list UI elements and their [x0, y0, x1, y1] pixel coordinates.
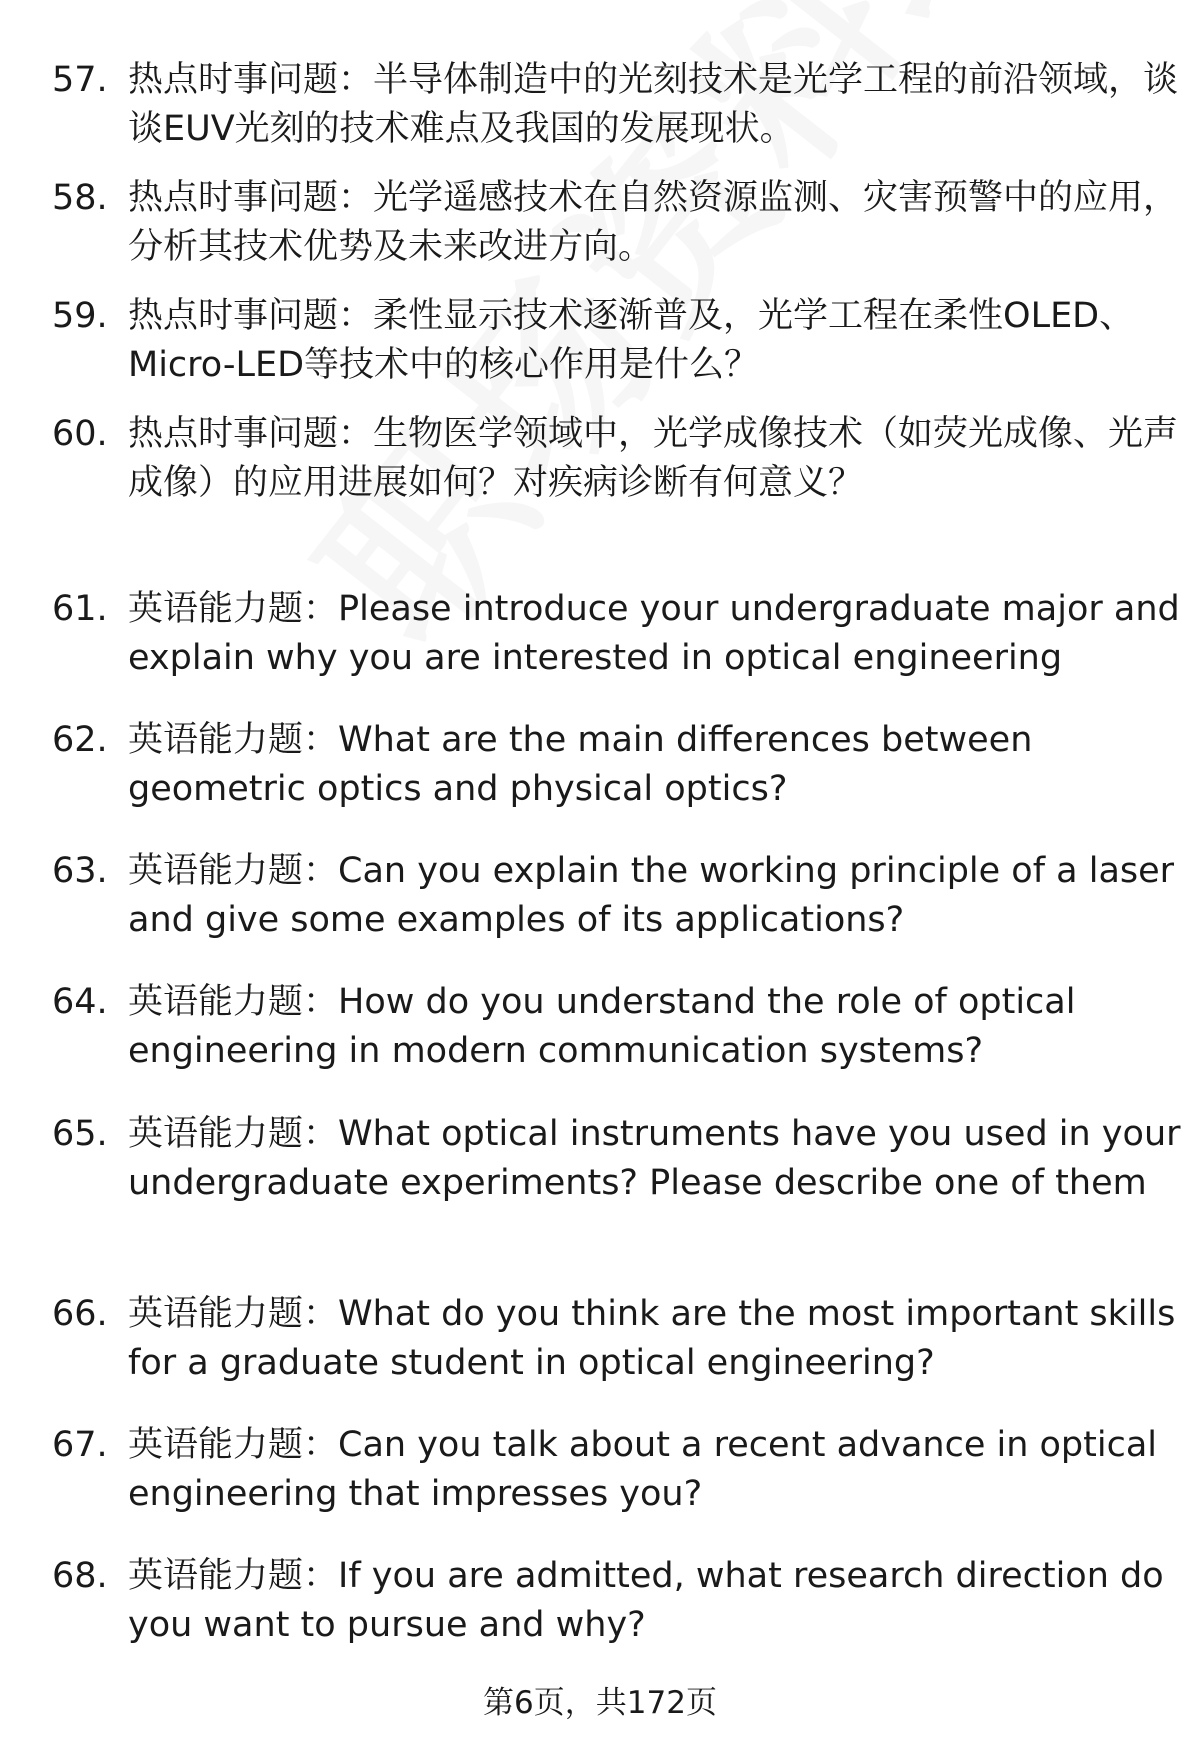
question-text: 光学遥感技术在自然资源监测、灾害预警中的应用，分析其技术优势及未来改进方向。 — [128, 178, 1179, 267]
question-number: 65. — [52, 1114, 108, 1154]
question-number: 61. — [52, 589, 108, 629]
question-number: 64. — [52, 982, 108, 1022]
question-body — [128, 1421, 1200, 1519]
question-body — [128, 1110, 1200, 1208]
question-category: 英语能力题： — [128, 589, 339, 629]
question-text: 半导体制造中的光刻技术是光学工程的前沿领域，谈谈EUV光刻的技术难点及我国的发展现状。 — [128, 60, 1179, 149]
question-category: 英语能力题： — [128, 851, 339, 891]
question-body — [128, 847, 1200, 945]
question-number: 63. — [52, 851, 108, 891]
question-body — [128, 410, 1200, 508]
question-text: Can you talk about a recent advance in optical engineering that impresses you? — [128, 1425, 1158, 1514]
question-body — [128, 292, 1200, 390]
question-body — [128, 56, 1200, 154]
question-category: 英语能力题： — [128, 1556, 339, 1596]
question-body — [128, 1290, 1200, 1388]
question-category: 英语能力题： — [128, 1114, 339, 1154]
question-number: 66. — [52, 1294, 108, 1334]
question-category: 热点时事问题： — [128, 296, 374, 336]
question-body — [128, 716, 1200, 814]
question-text: If you are admitted, what research direction do you want to pursue and why? — [128, 1556, 1164, 1645]
question-number: 60. — [52, 414, 108, 454]
question-category: 热点时事问题： — [128, 60, 374, 100]
question-body — [128, 585, 1200, 683]
question-text: 生物医学领域中，光学成像技术（如荧光成像、光声成像）的应用进展如何？对疾病诊断有何意义？ — [128, 414, 1179, 503]
question-category: 热点时事问题： — [128, 178, 374, 218]
question-body — [128, 978, 1200, 1076]
question-number: 58. — [52, 178, 108, 218]
question-category: 热点时事问题： — [128, 414, 374, 454]
question-text: Please introduce your undergraduate major and explain why you are interested in optical engineering — [128, 589, 1180, 678]
question-text: What are the main differences between geometric optics and physical optics? — [128, 720, 1033, 809]
question-text: What optical instruments have you used in your undergraduate experiments? Please describe one of them — [128, 1114, 1181, 1203]
question-category: 英语能力题： — [128, 1294, 339, 1334]
question-category: 英语能力题： — [128, 720, 339, 760]
question-number: 62. — [52, 720, 108, 760]
question-text: 柔性显示技术逐渐普及，光学工程在柔性OLED、Micro-LED等技术中的核心作用是什么？ — [128, 296, 1135, 385]
page-number-footer: 第6页，共172页 — [483, 1685, 717, 1721]
question-text: Can you explain the working principle of a laser and give some examples of its applications? — [128, 851, 1175, 940]
question-category: 英语能力题： — [128, 1425, 339, 1465]
question-body — [128, 174, 1200, 272]
question-category: 英语能力题： — [128, 982, 339, 1022]
question-number: 57. — [52, 60, 108, 100]
question-text: What do you think are the most important skills for a graduate student in optical engineering? — [128, 1294, 1176, 1383]
question-number: 68. — [52, 1556, 108, 1596]
question-text: How do you understand the role of optical engineering in modern communication systems? — [128, 982, 1076, 1071]
question-body — [128, 1552, 1200, 1650]
question-number: 67. — [52, 1425, 108, 1465]
question-number: 59. — [52, 296, 108, 336]
